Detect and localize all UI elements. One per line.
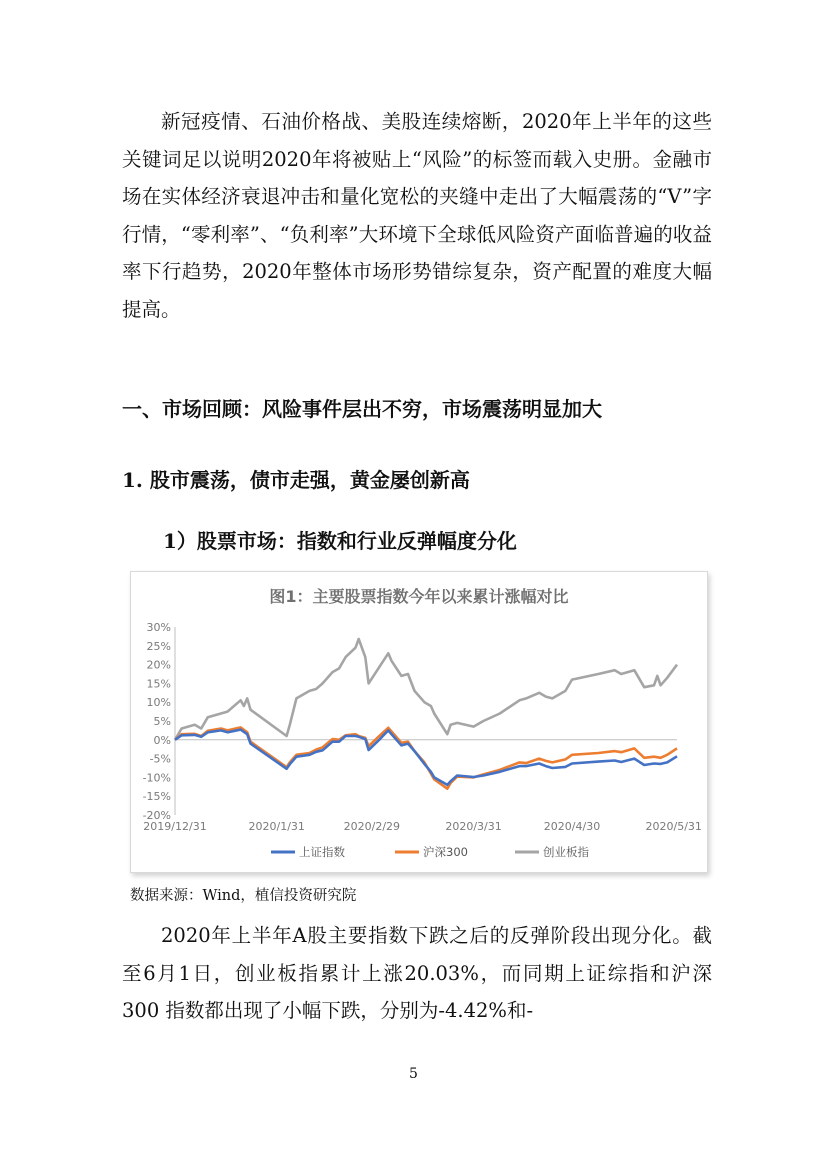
y-tick-label: -20% xyxy=(142,809,171,822)
line-chart xyxy=(131,572,707,872)
x-tick-label: 2020/1/31 xyxy=(248,820,305,833)
subsection-heading: 1. 股市震荡，债市走强，黄金屡创新高 xyxy=(122,468,470,492)
y-tick-label: 0% xyxy=(153,733,171,747)
chart-legend xyxy=(271,845,589,859)
intro-text: 新冠疫情、石油价格战、美股连续熔断，2020年上半年的这些关键词足以说明2020年将被贴上“风险”的标签而载入史册。金融市场在实体经济衰退冲击和量化宽松的夹缝中走出了大幅震荡的“V”字行情，“零利率”、“负利率”大环境下全球低风险资产面临普遍的收益率下行趋势，2020年整体市场形势错综复杂，资产配置的难度大幅提高。 xyxy=(122,110,712,321)
y-tick-label: 15% xyxy=(146,677,171,691)
chart-title: 图1：主要股票指数今年以来累计涨幅对比 xyxy=(269,587,569,606)
y-tick-label: -15% xyxy=(142,790,171,804)
y-tick-label: 10% xyxy=(146,696,171,710)
section-heading: 一、市场回顾：风险事件层出不穷，市场震荡明显加大 xyxy=(122,397,602,421)
series-line-1 xyxy=(175,727,677,788)
x-tick-label: 2020/2/29 xyxy=(343,820,401,833)
series-line-2 xyxy=(175,639,677,740)
y-tick-label: -5% xyxy=(149,752,171,766)
body-text: 2020年上半年A股主要指数下跌之后的反弹阶段出现分化。截至6月1日，创业板指累计上涨20.03%，而同期上证综指和沪深 300 指数都出现了小幅下跌，分别为-4.42%和- xyxy=(122,924,712,1022)
y-tick-label: 25% xyxy=(146,639,171,653)
y-axis xyxy=(143,621,175,822)
legend-label: 上证指数 xyxy=(299,845,345,859)
legend-label: 沪深300 xyxy=(423,845,468,859)
chart-container xyxy=(130,571,708,873)
page-number: 5 xyxy=(409,1066,418,1082)
legend-label: 创业板指 xyxy=(543,845,589,859)
body-paragraph xyxy=(122,917,712,1030)
x-tick-label: 2020/5/31 xyxy=(645,820,702,833)
x-tick-label: 2019/12/31 xyxy=(143,820,207,833)
intro-paragraph xyxy=(122,103,712,328)
y-tick-label: 30% xyxy=(146,621,171,634)
x-axis xyxy=(143,740,702,833)
y-tick-label: 5% xyxy=(153,715,171,728)
series-lines xyxy=(175,639,677,789)
sub-subsection-heading: 1）股票市场：指数和行业反弹幅度分化 xyxy=(163,529,517,553)
y-tick-label: 20% xyxy=(146,658,171,672)
x-tick-label: 2020/3/31 xyxy=(445,820,502,833)
y-tick-label: -10% xyxy=(142,771,171,785)
data-source-note: 数据来源：Wind，植信投资研究院 xyxy=(130,888,357,904)
x-tick-label: 2020/4/30 xyxy=(543,820,601,833)
